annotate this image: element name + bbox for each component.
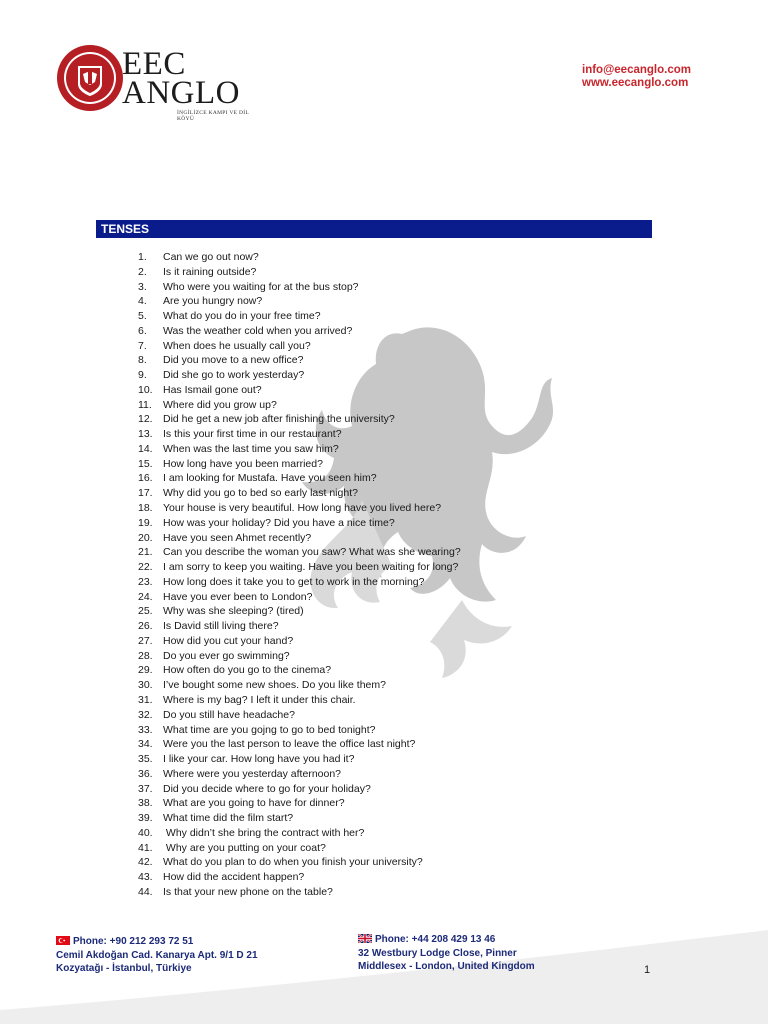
question-text: I like your car. How long have you had it? — [163, 753, 355, 766]
question-number: 31. — [138, 693, 153, 706]
question-item — [138, 767, 461, 782]
question-text: Did he get a new job after finishing the university? — [163, 413, 395, 426]
question-item — [138, 796, 461, 811]
question-number: 5. — [138, 310, 147, 323]
question-text: Why was she sleeping? (tired) — [163, 605, 304, 618]
question-item — [138, 752, 461, 767]
question-text: How was your holiday? Did you have a nice time? — [163, 516, 395, 529]
question-number: 29. — [138, 664, 153, 677]
question-item — [138, 782, 461, 797]
question-text: Is it raining outside? — [163, 265, 257, 278]
question-number: 7. — [138, 339, 147, 352]
question-item — [138, 280, 461, 295]
question-number: 23. — [138, 575, 153, 588]
brand-tagline: İNGİLİZCE KAMPI VE DİL KÖYÜ — [177, 110, 249, 122]
question-number: 25. — [138, 605, 153, 618]
turkey-address-line2: Kozyatağı - İstanbul, Türkiye — [56, 963, 192, 974]
question-item — [138, 368, 461, 383]
question-item — [138, 531, 461, 546]
question-number: 44. — [138, 885, 153, 898]
question-text: I am sorry to keep you waiting. Have you been waiting for long? — [163, 561, 459, 574]
question-item — [138, 634, 461, 649]
question-text: Did she go to work yesterday? — [163, 369, 305, 382]
brand-name-line2: ANGLO — [122, 75, 240, 111]
question-text: How did the accident happen? — [163, 871, 305, 884]
question-number: 41. — [138, 841, 153, 854]
question-item — [138, 604, 461, 619]
question-item — [138, 663, 461, 678]
question-text: Have you seen Ahmet recently? — [163, 531, 312, 544]
question-item — [138, 309, 461, 324]
question-item — [138, 590, 461, 605]
question-number: 28. — [138, 649, 153, 662]
question-number: 2. — [138, 265, 147, 278]
question-number: 14. — [138, 442, 153, 455]
question-number: 10. — [138, 383, 153, 396]
brand-logo — [56, 44, 266, 124]
question-number: 18. — [138, 502, 153, 515]
question-text: Your house is very beautiful. How long have you lived here? — [163, 502, 442, 515]
question-item — [138, 855, 461, 870]
question-item — [138, 708, 461, 723]
question-item — [138, 811, 461, 826]
question-number: 27. — [138, 634, 153, 647]
uk-address-line2: Middlesex - London, United Kingdom — [358, 961, 535, 972]
question-number: 38. — [138, 797, 153, 810]
uk-flag-icon — [358, 934, 372, 943]
question-item — [138, 678, 461, 693]
question-number: 20. — [138, 531, 153, 544]
question-number: 12. — [138, 413, 153, 426]
question-item — [138, 545, 461, 560]
question-text: Is this your first time in our restaurant? — [163, 428, 342, 441]
question-number: 4. — [138, 295, 147, 308]
question-text: Were you the last person to leave the office last night? — [163, 738, 416, 751]
question-text: Was the weather cold when you arrived? — [163, 324, 353, 337]
question-text: How did you cut your hand? — [163, 634, 294, 647]
question-item — [138, 737, 461, 752]
question-text: Why are you putting on your coat? — [163, 841, 326, 854]
question-number: 40. — [138, 826, 153, 839]
question-number: 43. — [138, 871, 153, 884]
question-number: 35. — [138, 753, 153, 766]
question-text: How long have you been married? — [163, 457, 323, 470]
turkey-flag-icon — [56, 936, 70, 945]
question-number: 33. — [138, 723, 153, 736]
question-text: Has Ismail gone out? — [163, 383, 262, 396]
header-contact — [582, 64, 691, 90]
question-text: Do you ever go swimming? — [163, 649, 290, 662]
question-number: 30. — [138, 679, 153, 692]
question-number: 15. — [138, 457, 153, 470]
section-title-bar: TENSES — [96, 220, 652, 238]
question-text: Where were you yesterday afternoon? — [163, 767, 342, 780]
question-number: 13. — [138, 428, 153, 441]
question-number: 11. — [138, 398, 152, 411]
question-number: 26. — [138, 620, 153, 633]
question-item — [138, 516, 461, 531]
question-text: What time are you gojng to go to bed tonight? — [163, 723, 376, 736]
question-text: Who were you waiting for at the bus stop? — [163, 280, 359, 293]
question-number: 17. — [138, 487, 153, 500]
brand-name-line1: EEC — [122, 46, 186, 82]
question-text: What do you plan to do when you finish your university? — [163, 856, 423, 869]
question-item — [138, 693, 461, 708]
question-text: Are you hungry now? — [163, 295, 263, 308]
uk-phone[interactable]: Phone: +44 208 429 13 46 — [375, 934, 496, 945]
question-item — [138, 398, 461, 413]
question-number: 9. — [138, 369, 147, 382]
email-link[interactable]: info@eecanglo.com — [582, 64, 691, 76]
question-item — [138, 383, 461, 398]
question-item — [138, 575, 461, 590]
question-item — [138, 442, 461, 457]
footer-turkey-contact — [56, 935, 258, 976]
question-number: 34. — [138, 738, 153, 751]
question-number: 8. — [138, 354, 147, 367]
question-number: 39. — [138, 812, 153, 825]
question-number: 32. — [138, 708, 153, 721]
question-item — [138, 324, 461, 339]
question-item — [138, 339, 461, 354]
question-item — [138, 885, 461, 900]
question-number: 16. — [138, 472, 153, 485]
question-item — [138, 427, 461, 442]
question-number: 24. — [138, 590, 153, 603]
question-text: Is David still living there? — [163, 620, 279, 633]
turkey-address-line1: Cemil Akdoğan Cad. Kanarya Apt. 9/1 D 21 — [56, 949, 258, 961]
question-text: When was the last time you saw him? — [163, 442, 339, 455]
question-text: What time did the film start? — [163, 812, 294, 825]
question-item — [138, 294, 461, 309]
question-item — [138, 723, 461, 738]
question-number: 3. — [138, 280, 147, 293]
question-text: Did you decide where to go for your holiday? — [163, 782, 371, 795]
question-number: 1. — [138, 251, 147, 263]
question-item — [138, 560, 461, 575]
turkey-phone[interactable]: Phone: +90 212 293 72 51 — [73, 936, 194, 947]
question-text: Where is my bag? I left it under this chair. — [163, 693, 356, 706]
question-text: I am looking for Mustafa. Have you seen him? — [163, 472, 377, 485]
question-item — [138, 471, 461, 486]
website-link[interactable]: www.eecanglo.com — [582, 77, 689, 89]
question-item — [138, 841, 461, 856]
question-number: 6. — [138, 324, 147, 337]
question-item — [138, 457, 461, 472]
question-text: When does he usually call you? — [163, 339, 311, 352]
question-text: Why didn’t she bring the contract with her? — [163, 826, 365, 839]
question-item — [138, 870, 461, 885]
page-number: 1 — [644, 964, 651, 976]
question-item — [138, 826, 461, 841]
question-text: Is that your new phone on the table? — [163, 885, 333, 898]
question-text: How long does it take you to get to work in the morning? — [163, 575, 425, 588]
question-text: Can we go out now? — [163, 251, 259, 263]
question-item — [138, 250, 461, 265]
question-text: I’ve bought some new shoes. Do you like them? — [163, 679, 386, 692]
question-number: 19. — [138, 516, 153, 529]
question-number: 21. — [138, 546, 153, 559]
question-item — [138, 501, 461, 516]
crest-seal-icon — [56, 44, 124, 112]
question-item — [138, 619, 461, 634]
question-text: How often do you go to the cinema? — [163, 664, 332, 677]
question-number: 42. — [138, 856, 153, 869]
question-item — [138, 486, 461, 501]
question-item — [138, 412, 461, 427]
question-text: Do you still have headache? — [163, 708, 295, 721]
question-item — [138, 353, 461, 368]
question-item — [138, 649, 461, 664]
question-text: Have you ever been to London? — [163, 590, 313, 603]
question-text: What do you do in your free time? — [163, 310, 321, 323]
uk-address-line1: 32 Westbury Lodge Close, Pinner — [358, 947, 517, 959]
question-number: 36. — [138, 767, 153, 780]
question-text: Can you describe the woman you saw? What was she wearing? — [163, 546, 461, 559]
footer-uk-contact — [358, 933, 535, 974]
question-number: 37. — [138, 782, 153, 795]
question-text: Did you move to a new office? — [163, 354, 304, 367]
question-text: What are you going to have for dinner? — [163, 797, 345, 810]
question-number: 22. — [138, 561, 153, 574]
question-text: Why did you go to bed so early last night? — [163, 487, 358, 500]
question-list — [138, 250, 461, 900]
question-text: Where did you grow up? — [163, 398, 277, 411]
question-item — [138, 265, 461, 280]
